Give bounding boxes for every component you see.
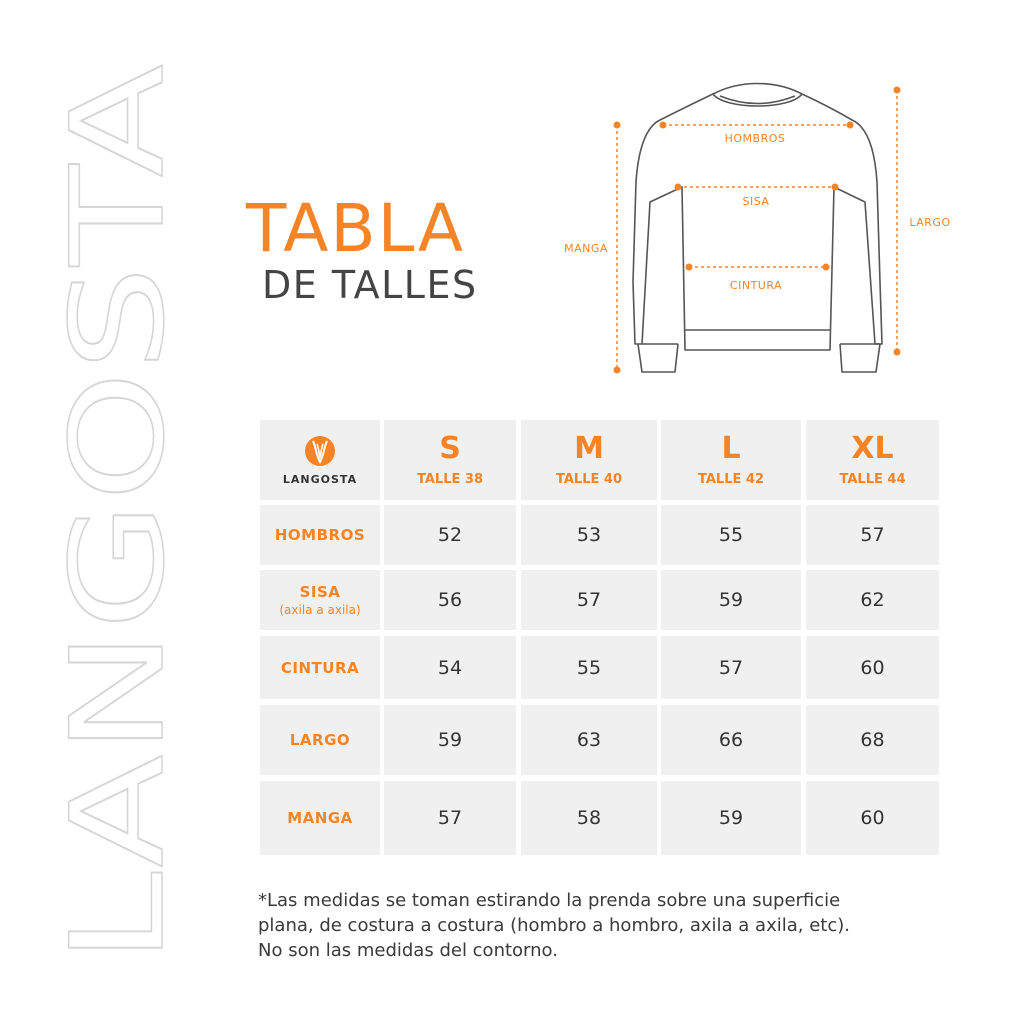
value: 53: [576, 524, 602, 546]
row-sublabel: (axila a axila): [279, 603, 361, 617]
value: 59: [718, 589, 744, 611]
table-cell: [806, 705, 939, 775]
value: 57: [718, 656, 744, 679]
value: 58: [576, 807, 602, 829]
label-hombros: HOMBROS: [724, 132, 786, 145]
table-cell: [384, 636, 516, 699]
row-label: MANGA: [287, 809, 353, 827]
value: 57: [860, 524, 885, 546]
value: 60: [860, 656, 885, 679]
table-cell: [521, 570, 657, 630]
value: 57: [437, 807, 463, 829]
table-cell: [806, 781, 939, 855]
value: 68: [860, 729, 885, 751]
value: 63: [576, 729, 602, 751]
value: 60: [860, 807, 885, 829]
page-title: TABLA: [246, 190, 466, 267]
value: 55: [576, 656, 602, 679]
size-header-xl: [806, 420, 939, 500]
row-label: SISA: [299, 583, 341, 601]
row-label-hombros: [260, 505, 380, 565]
note-line: plana, de costura a costura (hombro a hombro, axila a axila, etc).: [258, 915, 850, 936]
measurement-note: [258, 888, 978, 963]
value: 59: [437, 729, 463, 751]
value: 54: [437, 656, 463, 679]
table-cell: [661, 505, 801, 565]
brand-cell: [260, 420, 380, 500]
value: 66: [718, 729, 744, 751]
table-cell: [661, 570, 801, 630]
value: 56: [437, 589, 463, 611]
size-header-l: [661, 420, 801, 500]
label-sisa: SISA: [742, 195, 770, 208]
brand-watermark: [44, 64, 193, 964]
row-label-largo: [260, 705, 380, 775]
row-label-cintura: [260, 636, 380, 699]
sweater-outline: [633, 84, 882, 373]
size-talle: TALLE 44: [839, 471, 906, 487]
note-line: *Las medidas se toman estirando la prenda sobre una superficie: [258, 890, 841, 911]
size-letter: L: [721, 430, 741, 466]
value: 55: [718, 524, 744, 546]
table-cell: [384, 505, 516, 565]
label-largo: LARGO: [909, 216, 951, 229]
table-cell: [384, 570, 516, 630]
row-label: LARGO: [289, 731, 351, 749]
table-cell: [384, 705, 516, 775]
size-letter: XL: [851, 430, 894, 466]
note-line: No son las medidas del contorno.: [258, 940, 558, 961]
table-cell: [806, 505, 939, 565]
size-header-m: [521, 420, 657, 500]
value: 59: [718, 807, 744, 829]
size-letter: S: [439, 430, 461, 466]
table-cell: [521, 705, 657, 775]
value: 52: [437, 524, 463, 546]
size-talle: TALLE 42: [698, 471, 764, 487]
label-manga: MANGA: [564, 242, 608, 255]
size-talle: TALLE 38: [417, 471, 483, 487]
row-label: CINTURA: [280, 658, 360, 677]
table-cell: [661, 781, 801, 855]
row-label: HOMBROS: [274, 526, 366, 544]
value: 62: [860, 589, 885, 611]
brand-name: LANGOSTA: [282, 472, 358, 486]
label-cintura: CINTURA: [729, 279, 783, 292]
watermark-text: LANGOSTA: [44, 269, 193, 964]
table-cell: [806, 636, 939, 699]
table-cell: [661, 705, 801, 775]
table-cell: [521, 505, 657, 565]
table-cell: [661, 636, 801, 699]
table-cell: [384, 781, 516, 855]
page-subtitle: DE TALLES: [262, 263, 478, 307]
langosta-logo-icon: [304, 435, 336, 467]
size-letter: M: [574, 430, 604, 466]
size-header-s: [384, 420, 516, 500]
table-cell: [521, 781, 657, 855]
table-cell: [521, 636, 657, 699]
row-label-sisa: [260, 570, 380, 630]
table-cell: [806, 570, 939, 630]
size-talle: TALLE 40: [556, 471, 622, 487]
row-label-manga: [260, 781, 380, 855]
value: 57: [576, 589, 602, 611]
sweater-diagram: [550, 82, 970, 382]
